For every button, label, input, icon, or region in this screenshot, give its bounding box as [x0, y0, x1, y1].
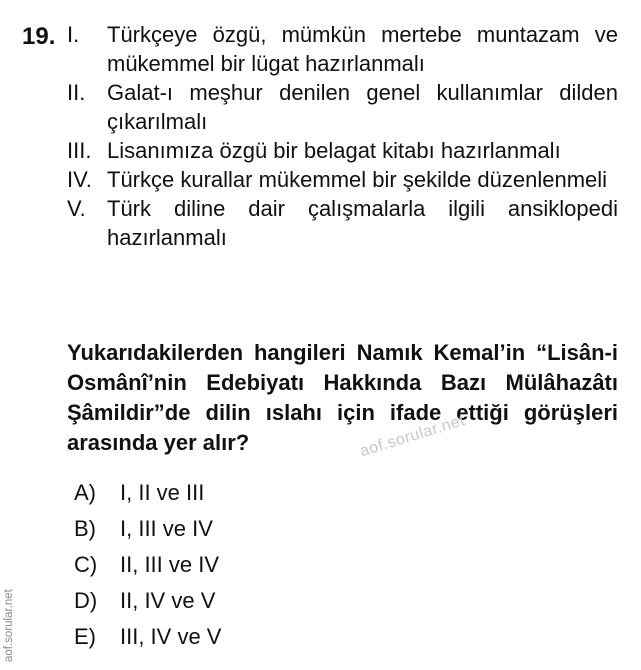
- statement-text: Galat-ı meşhur denilen genel kullanımlar dilden çıkarılmalı: [107, 80, 618, 134]
- side-watermark-text: aof.sorular.net: [3, 589, 15, 662]
- answer-option-b[interactable]: [74, 511, 221, 547]
- statement-item: [67, 136, 618, 165]
- statement-numeral: V.: [67, 196, 86, 221]
- statement-numeral: I.: [67, 22, 80, 47]
- option-label: B): [74, 516, 96, 541]
- option-text: I, II ve III: [120, 480, 205, 505]
- answer-option-c[interactable]: [74, 547, 221, 583]
- option-text: II, IV ve V: [120, 588, 216, 613]
- answer-option-d[interactable]: [74, 583, 221, 619]
- option-text: I, III ve IV: [120, 516, 213, 541]
- statement-numeral: IV.: [67, 167, 92, 192]
- statement-text: Lisanımıza özgü bir belagat kitabı hazırlanmalı: [107, 138, 561, 163]
- statement-list: [67, 20, 618, 252]
- answer-option-e[interactable]: [74, 619, 221, 655]
- option-text: III, IV ve V: [120, 624, 222, 649]
- watermark-text: aof.sorular.net: [358, 412, 468, 461]
- statement-numeral: II.: [67, 80, 86, 105]
- option-text: II, III ve IV: [120, 552, 220, 577]
- statement-item: [67, 165, 618, 194]
- statement-item: [67, 194, 618, 252]
- statement-item: [67, 20, 618, 78]
- statement-item: [67, 78, 618, 136]
- answer-option-a[interactable]: [74, 475, 221, 511]
- statement-text: Türkçe kurallar mükemmel bir şekilde düzenlenmeli: [107, 167, 608, 192]
- statement-text: Türkçeye özgü, mümkün mertebe muntazam ve mükemmel bir lügat hazırlanmalı: [107, 22, 618, 76]
- question-number: 19.: [22, 23, 56, 50]
- option-label: E): [74, 624, 96, 649]
- option-label: D): [74, 588, 98, 613]
- statement-numeral: III.: [67, 138, 92, 163]
- question-stem: Yukarıdakilerden hangileri Namık Kemal’in “Lisân-i Osmânî’nin Edebiyatı Hakkında Bazı Mülâhazâtı Şâmildir”de dilin ıslahı için ifade ettiği görüşleri arasında yer alır?: [67, 340, 618, 455]
- answer-options: [74, 475, 221, 655]
- statement-text: Türk diline dair çalışmalarla ilgili ansiklopedi hazırlanmalı: [107, 196, 618, 250]
- option-label: C): [74, 552, 98, 577]
- option-label: A): [74, 480, 96, 505]
